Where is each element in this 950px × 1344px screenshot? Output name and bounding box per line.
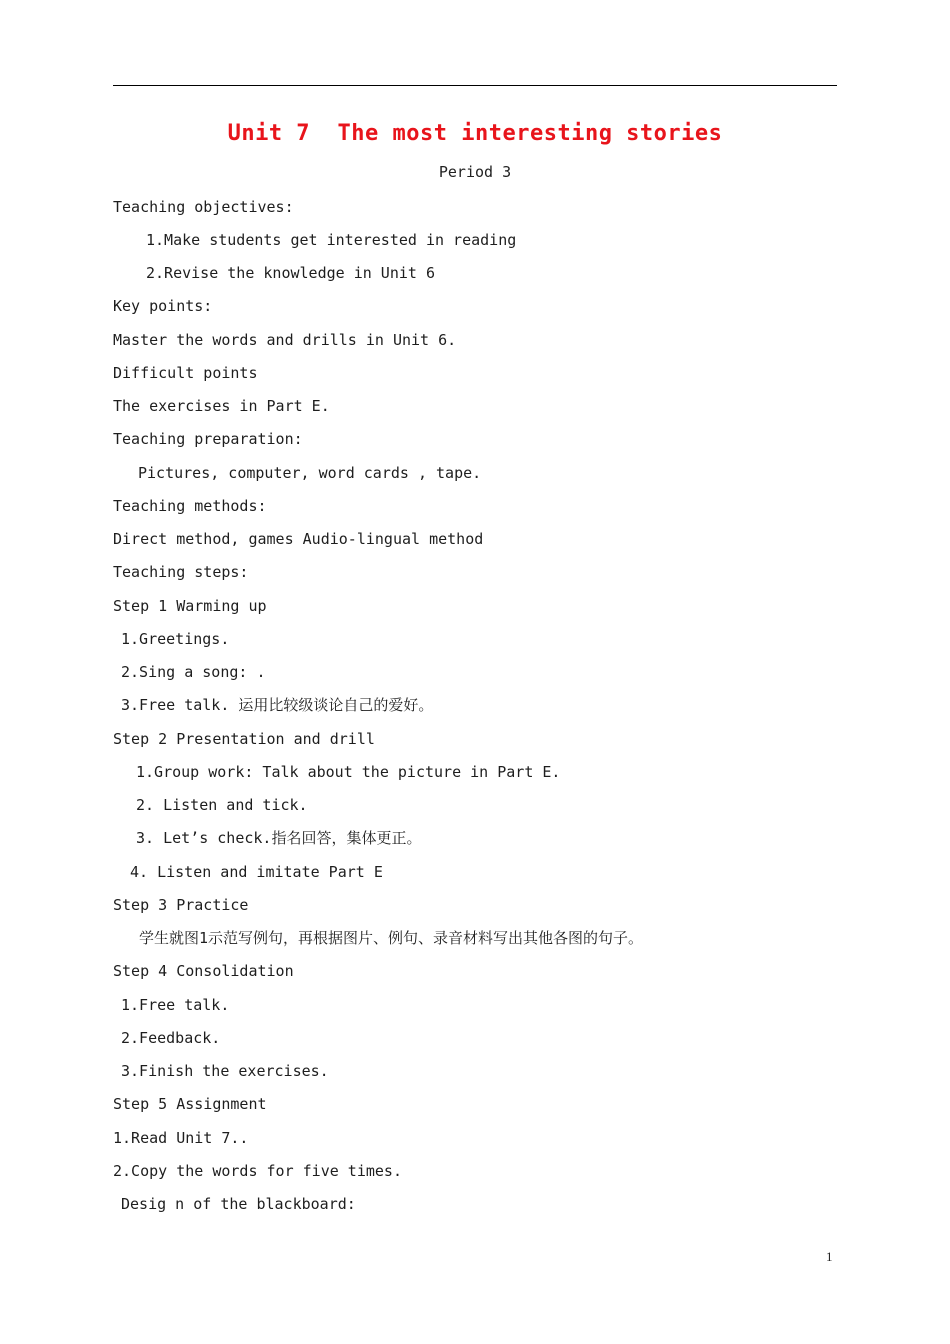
text-line: Step 2 Presentation and drill	[113, 730, 375, 748]
text-line: 2.Feedback.	[121, 1029, 221, 1047]
document-subtitle: Period 3	[438, 163, 512, 181]
document-title: Unit 7 The most interesting stories	[227, 121, 723, 146]
text-line: Master the words and drills in Unit 6.	[113, 331, 457, 349]
text-line: 2.Sing a song: .	[121, 663, 266, 681]
text-line: 4. Listen and imitate Part E	[130, 863, 383, 881]
text-line: Step 5 Assignment	[113, 1095, 267, 1113]
text-line: Teaching steps:	[113, 563, 249, 581]
text-line: 3. Let’s check.指名回答，集体更正。	[136, 829, 422, 847]
text-line: The exercises in Part E.	[113, 397, 330, 415]
text-line: Difficult points	[113, 364, 258, 382]
text-line: 学生就图1示范写例句，再根据图片、例句、录音材料写出其他各图的句子。	[139, 929, 644, 947]
text-line: 2.Copy the words for five times.	[113, 1162, 402, 1180]
text-line: Pictures, computer, word cards , tape.	[138, 464, 482, 482]
text-line: Step 4 Consolidation	[113, 962, 294, 980]
text-line: 1.Make students get interested in reading	[146, 231, 517, 249]
text-line: 1.Free talk.	[121, 996, 230, 1014]
text-line: 2. Listen and tick.	[136, 796, 308, 814]
text-line: Teaching methods:	[113, 497, 267, 515]
text-line: Step 1 Warming up	[113, 597, 267, 615]
text-line: 3.Finish the exercises.	[121, 1062, 329, 1080]
text-line: Teaching preparation:	[113, 430, 303, 448]
text-line: Direct method, games Audio-lingual method	[113, 530, 484, 548]
text-line: 1.Group work: Talk about the picture in Part E.	[136, 763, 561, 781]
text-line: Teaching objectives:	[113, 198, 294, 216]
text-line: 3.Free talk. 运用比较级谈论自己的爱好。	[121, 696, 434, 714]
text-line: 1.Read Unit 7..	[113, 1129, 249, 1147]
header-rule	[113, 85, 837, 86]
text-line: Desig n of the blackboard:	[121, 1195, 356, 1213]
text-line: 1.Greetings.	[121, 630, 230, 648]
text-line: Step 3 Practice	[113, 896, 249, 914]
text-line: 2.Revise the knowledge in Unit 6	[146, 264, 435, 282]
page-number: 1	[826, 1249, 833, 1264]
text-line: Key points:	[113, 297, 213, 315]
